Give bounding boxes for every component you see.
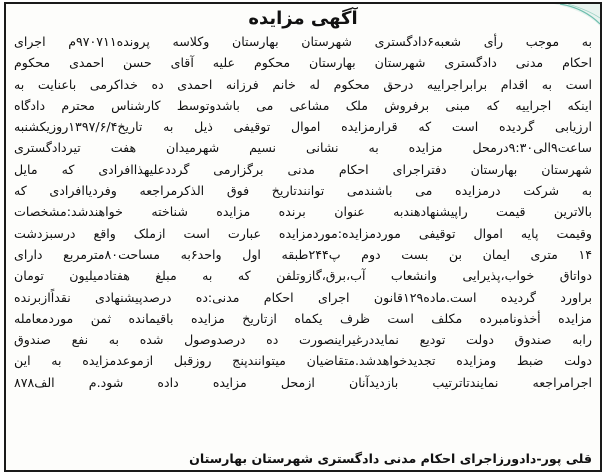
notice-line: مزایده أخذونامبرده مکلف است ظرف یکماه ازتاریخ مزایده باقیمانده ثمن موردمعامله (14, 310, 592, 326)
notice-line: احکام مدنی دادگستری شهرستان بهارستان محکوم علیه آقای حسن احمدی محکوم (14, 55, 592, 71)
notice-line: براورد گردیده است.ماده۱۲۹قانون اجرای احکام مدنی:ده درصدپیشنهادی نقداًازبرنده (14, 289, 592, 305)
notice-line: دولت ضبط ومزایده تجدیدخواهدشد.متقاضیان میتوانندپنج روزقبل ازموعدمزایده به این (14, 353, 592, 369)
notice-line: اینکه اجراییه که مبنی برفروش ملک مشاعی می باشدوتوسط کارشناس محترم دادگاه (14, 97, 592, 113)
notice-line: دواتاق خواب،پذیرایی وانشعاب آب،برق،گازوتلفن که به مبلغ هفتادمیلیون تومان (14, 268, 592, 284)
notice-line: به شرکت درمزایده می باشندمی توانندتاریخ فوق الذکرمراجعه وفردیاافرادی که (14, 183, 592, 199)
notice-signature: قلی پور-دادورزاجرای احکام مدنی دادگستری شهرستان بهارستان (189, 451, 592, 466)
page-curl-decoration (554, 4, 600, 26)
notice-line: رابه صندوق دولت تودیع نمایددرغیراینصورت ده درصدوصول شده به نفع صندوق (14, 332, 592, 348)
notice-line: ارزیابی گردیده است که قرارمزایده اموال توقیفی ذیل به تاریخ۱۳۹۷/۶/۴روزیکشنبه (14, 119, 592, 135)
notice-line: ۱۴ متری ایمان بن بست دوم پ۲۴۴طبقه اول واحد۶به مساحت۸۰مترمربع دارای (14, 246, 592, 262)
notice-line: اجرامراجعه نمایندتاترتیب بازدیدآنان ازمحل مزایده داده شود.م الف۸۷۸ (14, 374, 592, 390)
notice-line: است به اقدام برابراجراییه درحق محکوم له خانم فرزانه احمدی ده خداکرمی باعنایت به (14, 76, 592, 92)
notice-line: ساعت۹الی۹:۳۰درمحل مزایده به نشانی نسیم شهرمیدان هفت تیردادگستری (14, 140, 592, 156)
notice-body (6, 31, 600, 393)
notice-line: به موجب رأی شعبه۶دادگستری شهرستان بهارستان وکلاسه پرونده۹۷۰۷۱۱م اجرای (14, 34, 592, 49)
notice-line: شهرستان بهارستان دفتراجرای احکام مدنی برگزارمی گرددعلیهذاافرادی که مایل (14, 161, 592, 177)
notice-line: وقیمت پایه اموال توقیفی موردمزایده:موردمزایده عبارت است ازملک واقع درسبزدشت (14, 225, 592, 241)
notice-title: آگهی مزایده (248, 8, 358, 29)
notice-line: بالاترین قیمت راپیشنهادهندبه عنوان برنده مزایده شناخته خواهندشد:مشخصات (14, 204, 592, 220)
auction-notice (4, 2, 602, 472)
